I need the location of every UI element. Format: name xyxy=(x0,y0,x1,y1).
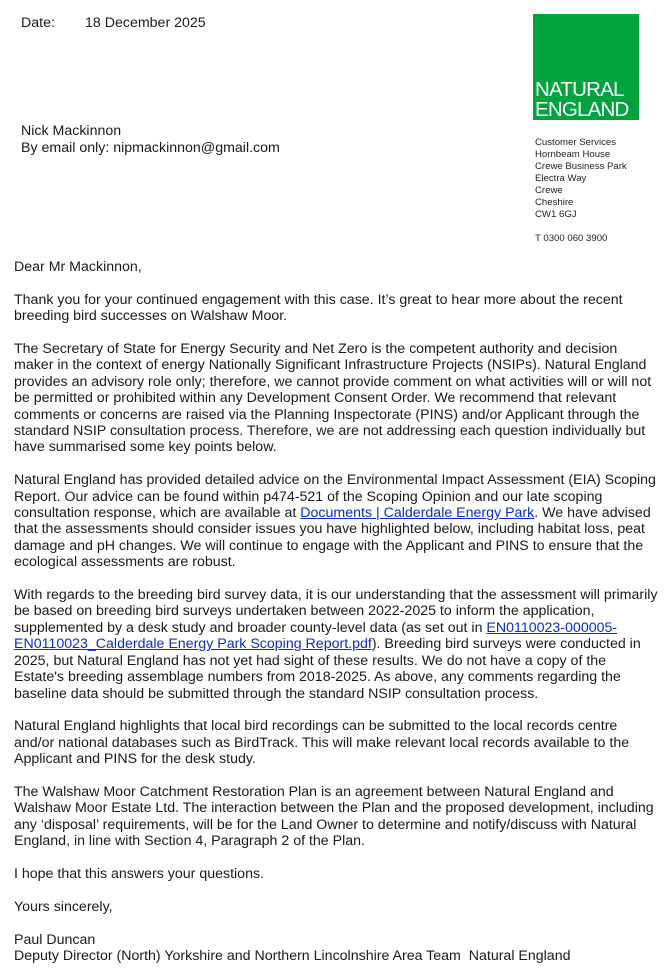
recipient-block xyxy=(21,123,280,156)
address-line: CW1 6GJ xyxy=(535,209,577,220)
recipient-email: By email only: nipmackinnon@gmail.com xyxy=(21,139,280,156)
paragraph-4 xyxy=(14,587,660,702)
paragraph-4-text-end: ). Breeding bird surveys were conducted in 2025, but Natural England has not yet had sight of these results. We do not have a copy of the Estate's breeding assemblage numbers from 2018-2025. As above, any comments regarding the baseline data should be submitted through the standard NSIP consultation process. xyxy=(14,636,641,702)
paragraph-4-text: With regards to the breeding bird survey data, it is our understanding that the assessment will primarily be based on breeding bird surveys undertaken between 2022-2025 to inform the application, supplemented by a desk study and broader county-level data (as set out in xyxy=(14,587,658,636)
paragraph-6: The Walshaw Moor Catchment Restoration Plan is an agreement between Natural England and Walshaw Moor Estate Ltd. The interaction between the Plan and the proposed development, including any ‘disposal’ requirements, will be for the Land Owner to determine and notify/discuss with Natural England, in line with Section 4, Paragraph 2 of the Plan. xyxy=(14,783,654,850)
salutation: Dear Mr Mackinnon, xyxy=(14,259,142,275)
logo-line-2: ENGLAND xyxy=(535,97,629,121)
address-line: Electra Way xyxy=(535,173,587,184)
paragraph-5: Natural England highlights that local bird recordings can be submitted to the local records centre and/or national databases such as BirdTrack. This will make relevant local records available to the Applicant and PINS for the desk study. xyxy=(14,718,630,768)
natural-england-logo xyxy=(533,14,639,120)
address-line: Crewe Business Park xyxy=(535,161,627,172)
signatory-title: Deputy Director (North) Yorkshire and Northern Lincolnshire Area Team Natural England xyxy=(14,947,571,964)
date-value: 18 December 2025 xyxy=(85,15,206,31)
phone-number: T 0300 060 3900 xyxy=(535,233,608,244)
date-line xyxy=(21,15,206,31)
scoping-report-link[interactable]: EN0110023-000005-EN0110023_Calderdale Energy Park Scoping Report.pdf xyxy=(14,619,618,653)
date-label: Date: xyxy=(21,15,55,31)
logo-text xyxy=(535,80,629,119)
recipient-name: Nick Mackinnon xyxy=(21,123,122,139)
signatory-name: Paul Duncan xyxy=(14,931,96,948)
paragraph-3 xyxy=(14,472,660,570)
address-line: Cheshire xyxy=(535,197,574,208)
paragraph-1: Thank you for your continued engagement with this case. It’s great to hear more about the recent breeding bird successes on Walshaw Moor. xyxy=(14,291,623,325)
address-line: Crewe xyxy=(535,185,563,196)
paragraph-7: I hope that this answers your questions. xyxy=(14,865,264,882)
paragraph-2: The Secretary of State for Energy Security and Net Zero is the competent authority and decision maker in the context of energy Nationally Significant Infrastructure Projects (NSIPs). Natural England provides an advisory role only; therefore, we cannot provide comment on what activities will or will not be permitted or prohibited within any Development Consent Order. We recommend that relevant comments or concerns are raised via the Planning Inspectorate (PINS) and/or Applicant through the standard NSIP consultation process. Therefore, we are not addressing each question individually but have summarised some key points below. xyxy=(14,341,652,456)
sender-address xyxy=(535,137,627,221)
address-line: Hornbeam House xyxy=(535,149,611,160)
paragraph-3-text-end: . We have advised that the assessments should consider issues you have highlighted below, including habitat loss, peat damage and pH changes. We will continue to engage with the Applicant and PINS to ensure that the ecological assessments are robust. xyxy=(14,505,651,571)
closing: Yours sincerely, xyxy=(14,898,113,915)
paragraph-3-text: Natural England has provided detailed advice on the Environmental Impact Assessment (EIA) Scoping Report. Our advice can be found within p474-521 of the Scoping Opinion and our late scoping consultation response, which are available at xyxy=(14,472,656,522)
logo-line-1: NATURAL xyxy=(535,78,624,101)
documents-link[interactable]: Documents | Calderdale Energy Park xyxy=(300,505,535,522)
address-line: Customer Services xyxy=(535,137,617,148)
letter-body xyxy=(14,259,660,964)
